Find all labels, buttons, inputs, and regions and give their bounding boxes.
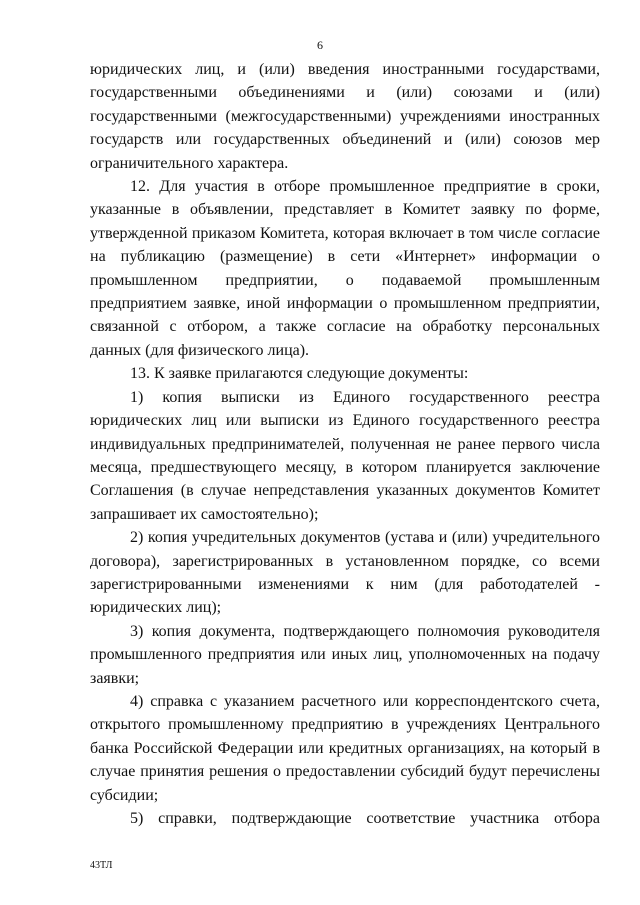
list-item-2: 2) копия учредительных документов (устава и (или) учредительного договора), зарегистрированных в установленном порядке, со всеми зарегистрированными изменениями к ним (для работодателей - юридических лиц);: [90, 529, 600, 617]
paragraph-item-13: 13. К заявке прилагаются следующие документы:: [130, 365, 469, 383]
list-item-4: 4) справка с указанием расчетного или корреспондентского счета, открытого промышленному предприятию в учреждениях Центрального банка Российской Федерации или кредитных организациях, на который в случае принятия решения о предоставлении субсидий будут перечислены субсидии;: [90, 692, 600, 804]
document-body: [90, 58, 600, 830]
list-item-1: 1) копия выписки из Единого государственного реестра юридических лиц или выписки из Единого государственного реестра индивидуальных предпринимателей, полученная не ранее первого числа месяца, предшествующего месяцу, в котором планируется заключение Соглашения (в случае непредставления указанных документов Комитет запрашивает их самостоятельно);: [90, 388, 600, 523]
paragraph-item-12: 12. Для участия в отборе промышленное предприятие в сроки, указанные в объявлении, представляет в Комитет заявку по форме, утвержденной приказом Комитета, которая включает в том числе согласие на публикацию (размещение) в сети «Интернет» информации о промышленном предприятии, о подаваемой промышленным предприятием заявке, иной информации о промышленном предприятии, связанной с отбором, а также согласие на обработку персональных данных (для физического лица).: [90, 178, 600, 359]
list-item-5: 5) справки, подтверждающие соответствие участника отбора: [130, 810, 600, 827]
list-item-3: 3) копия документа, подтверждающего полномочия руководителя промышленного предприятия или иных лиц, уполномоченных на подачу заявки;: [90, 622, 600, 687]
paragraph-continuation: юридических лиц, и (или) введения иностранными государствами, государственными объединениями и (или) союзами и (или) государственными (межгосударственными) учреждениями иностранных государств или государственных объединений и (или) союзов мер ограничительного характера.: [90, 61, 600, 172]
page-number: 6: [317, 38, 323, 52]
footer-document-code: 43ТЛ: [90, 860, 113, 871]
